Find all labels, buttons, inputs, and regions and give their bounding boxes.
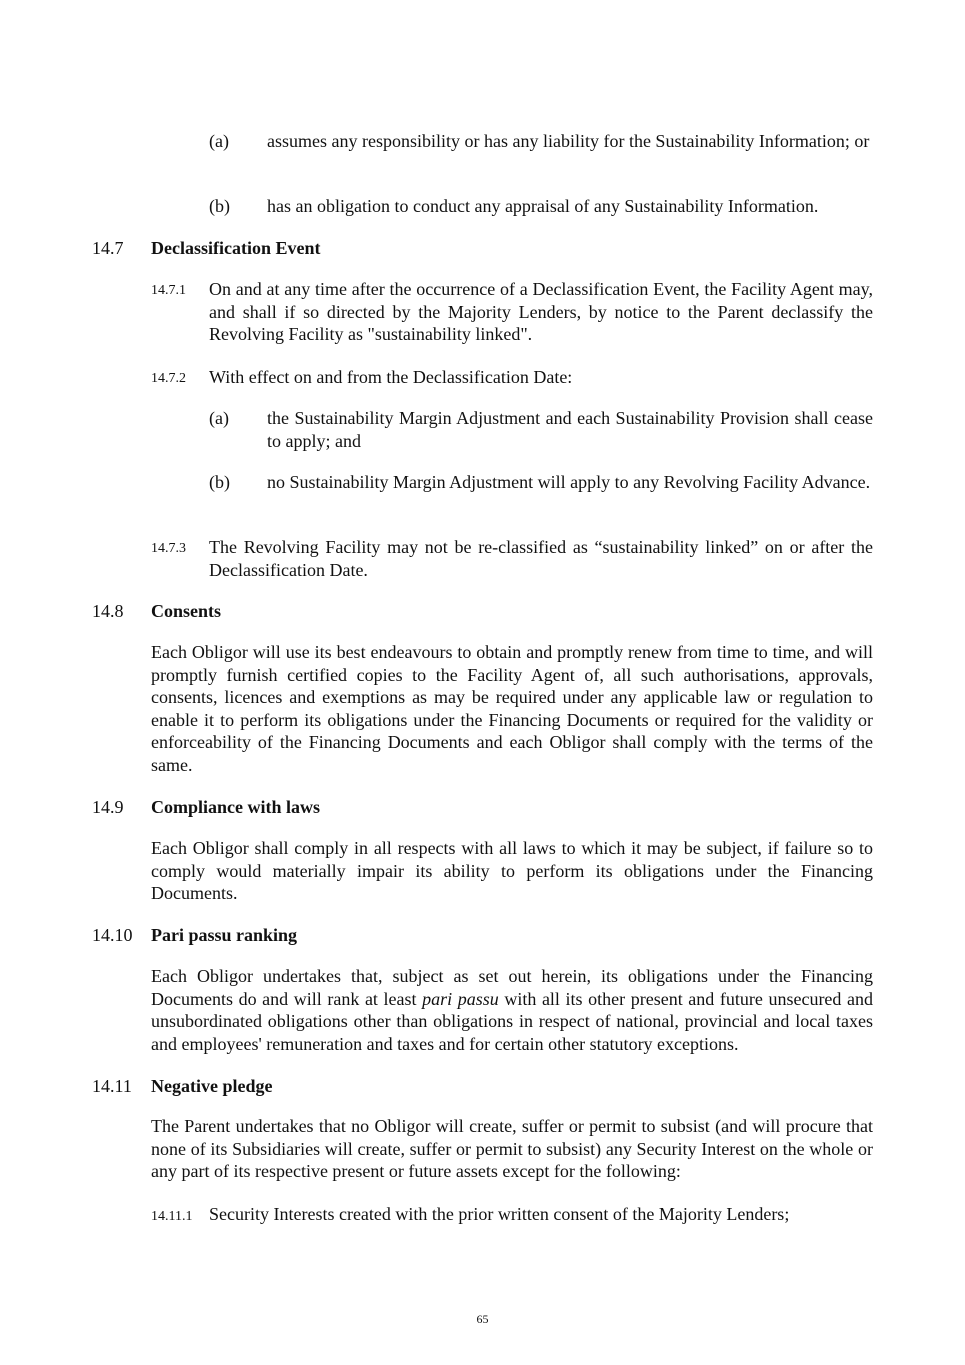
clause-text-14-7-3: The Revolving Facility may not be re-classified as “sustainability linked” on or after the Declassification Date.	[209, 537, 873, 580]
item-text-b: has an obligation to conduct any appraisal of any Sustainability Information.	[267, 196, 819, 216]
section-number-14-11: 14.11	[92, 1076, 132, 1096]
clause-number-14-7-3: 14.7.3	[151, 541, 186, 556]
section-heading-14-8: Consents	[151, 601, 222, 621]
section-body-14-8: Each Obligor will use its best endeavours to obtain and promptly renew from time to time, and will promptly furnish certified copies to the Facility Agent of, all such authorisations, approvals, consents, licences and exemptions as may be required under any applicable law or regulation to enable it to perform its obligations under the Financing Documents or required for the validity or enforceability of the Financing Documents and each Obligor shall comply with the terms of the same.	[151, 642, 873, 775]
clause-number-14-7-1: 14.7.1	[151, 283, 186, 298]
item-text-14-7-2-b: no Sustainability Margin Adjustment will apply to any Revolving Facility Advance.	[267, 472, 871, 492]
clause-number-14-11-1: 14.11.1	[151, 1209, 193, 1224]
section-body-14-10	[151, 965, 873, 1055]
item-text-14-7-2-a: the Sustainability Margin Adjustment and each Sustainability Provision shall cease to apply; and	[267, 408, 873, 451]
body-text-part: with all its other present and future unsecured and unsubordinated obligations other than obligations in respect of national, provincial and local taxes and employees' remuneration and taxes and for certain other statutory exceptions.	[151, 988, 874, 1054]
section-number-14-8: 14.8	[92, 601, 124, 621]
body-italic-term: pari passu	[422, 988, 499, 1009]
section-heading-14-9: Compliance with laws	[151, 797, 321, 817]
section-number-14-10: 14.10	[92, 925, 133, 945]
section-heading-14-11: Negative pledge	[151, 1076, 273, 1096]
item-label-14-7-2-a: (a)	[209, 408, 229, 428]
clause-number-14-7-2: 14.7.2	[151, 371, 186, 386]
body-text-part: Each Obligor undertakes that, subject as set out herein, its obligations under the Financing Documents do and will rank at least	[151, 966, 873, 1009]
clause-text-14-7-2: With effect on and from the Declassification Date:	[209, 367, 573, 387]
clause-text-14-7-1: On and at any time after the occurrence of a Declassification Event, the Facility Agent may, and shall if so directed by the Majority Lenders, by notice to the Parent declassify the Revolving Facility as "sustainability linked".	[209, 279, 873, 344]
item-label-b: (b)	[209, 196, 230, 216]
clause-text-14-11-1: Security Interests created with the prior written consent of the Majority Lenders;	[209, 1204, 790, 1224]
section-heading-14-7: Declassification Event	[151, 238, 321, 258]
section-heading-14-10: Pari passu ranking	[151, 925, 298, 945]
page-number: 65	[476, 1312, 489, 1326]
section-body-14-9: Each Obligor shall comply in all respects with all laws to which it may be subject, if failure so to comply would materially impair its ability to perform its obligations under the Financing Documents.	[151, 838, 873, 903]
section-number-14-7: 14.7	[92, 238, 124, 258]
section-body-14-11: The Parent undertakes that no Obligor will create, suffer or permit to subsist (and will procure that none of its Subsidiaries will create, suffer or permit to subsist) any Security Interest on the whole or any part of its respective present or future assets except for the following:	[151, 1116, 873, 1181]
item-text-a: assumes any responsibility or has any liability for the Sustainability Information; or	[267, 131, 870, 151]
item-label-a: (a)	[209, 131, 229, 151]
section-number-14-9: 14.9	[92, 797, 124, 817]
item-label-14-7-2-b: (b)	[209, 472, 230, 492]
